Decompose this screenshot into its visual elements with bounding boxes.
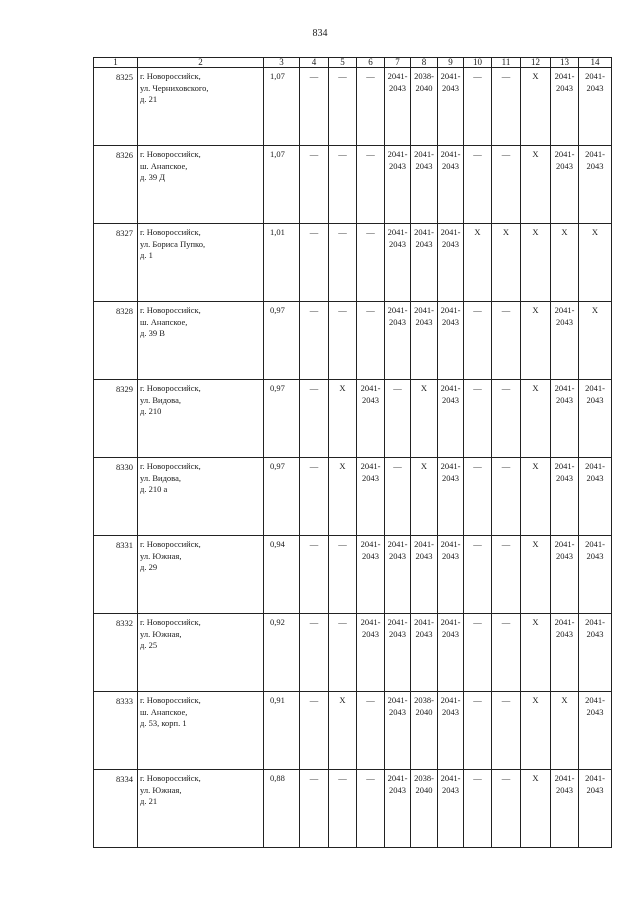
column-header: 3	[264, 58, 300, 68]
year-end: 2043	[442, 472, 459, 483]
work-period-cell	[579, 536, 612, 614]
year-start: 2038-	[414, 773, 434, 783]
address-cell	[138, 458, 264, 536]
work-period-cell: —	[329, 770, 357, 848]
record-number: 8331	[94, 536, 138, 614]
address-cell	[138, 380, 264, 458]
table-row	[94, 380, 612, 458]
address-line: г. Новороссийск,	[140, 383, 201, 393]
work-period-cell: —	[492, 692, 521, 770]
work-period-cell: —	[464, 614, 492, 692]
address-cell	[138, 224, 264, 302]
year-start: 2041-	[387, 227, 408, 237]
work-period-cell: —	[357, 692, 385, 770]
table-row	[94, 68, 612, 146]
address-line: д. 53, корп. 1	[140, 718, 187, 728]
year-start: 2041-	[360, 617, 381, 627]
work-period-cell: X	[521, 146, 551, 224]
year-start: 2041-	[554, 149, 575, 159]
work-period-cell	[385, 692, 411, 770]
work-period-cell	[411, 692, 438, 770]
work-period-cell	[551, 614, 579, 692]
work-period-cell	[551, 302, 579, 380]
work-period-cell: —	[492, 68, 521, 146]
area-value: 0,97	[264, 302, 300, 380]
work-period-cell: —	[300, 614, 329, 692]
column-header: 7	[385, 58, 411, 68]
work-period-cell: —	[300, 146, 329, 224]
year-end: 2043	[556, 316, 573, 327]
year-start: 2041-	[414, 227, 434, 237]
year-end: 2043	[442, 316, 459, 327]
work-period-cell: X	[521, 380, 551, 458]
work-period-cell	[551, 146, 579, 224]
address-cell	[138, 770, 264, 848]
address-line: д. 210 а	[140, 484, 168, 494]
work-period-cell: —	[300, 224, 329, 302]
address-line: г. Новороссийск,	[140, 71, 201, 81]
work-period-cell	[438, 614, 464, 692]
year-start: 2041-	[554, 71, 575, 81]
address-cell	[138, 614, 264, 692]
address-line: г. Новороссийск,	[140, 773, 201, 783]
record-number: 8326	[94, 146, 138, 224]
year-start: 2041-	[387, 695, 408, 705]
work-period-cell: —	[300, 458, 329, 536]
record-number: 8328	[94, 302, 138, 380]
work-period-cell: X	[329, 380, 357, 458]
column-header: 8	[411, 58, 438, 68]
address-line: д. 25	[140, 640, 158, 650]
year-end: 2043	[389, 160, 406, 171]
work-period-cell: —	[357, 770, 385, 848]
work-period-cell: —	[329, 224, 357, 302]
year-end: 2043	[442, 550, 459, 561]
work-period-cell: —	[329, 68, 357, 146]
work-period-cell: X	[521, 692, 551, 770]
year-end: 2043	[586, 628, 604, 639]
work-period-cell: —	[464, 458, 492, 536]
year-end: 2043	[556, 628, 573, 639]
work-period-cell: —	[464, 68, 492, 146]
year-end: 2043	[442, 160, 459, 171]
year-end: 2043	[362, 472, 379, 483]
work-period-cell	[438, 68, 464, 146]
work-period-cell	[551, 536, 579, 614]
work-period-cell	[385, 68, 411, 146]
year-end: 2043	[586, 550, 604, 561]
column-header: 13	[551, 58, 579, 68]
work-period-cell: X	[551, 224, 579, 302]
work-period-cell	[579, 614, 612, 692]
work-period-cell	[438, 380, 464, 458]
year-end: 2043	[389, 550, 406, 561]
year-end: 2043	[415, 160, 433, 171]
year-end: 2043	[442, 784, 459, 795]
year-end: 2040	[415, 706, 433, 717]
work-period-cell	[438, 770, 464, 848]
year-end: 2043	[362, 394, 379, 405]
record-number: 8325	[94, 68, 138, 146]
address-line: д. 39 Д	[140, 172, 165, 182]
work-period-cell	[357, 458, 385, 536]
table-row	[94, 302, 612, 380]
column-header: 6	[357, 58, 385, 68]
year-end: 2043	[362, 550, 379, 561]
work-period-cell	[385, 614, 411, 692]
work-period-cell	[411, 302, 438, 380]
work-period-cell: —	[492, 614, 521, 692]
work-period-cell	[579, 68, 612, 146]
address-line: ш. Анапское,	[140, 706, 188, 717]
address-cell	[138, 68, 264, 146]
year-end: 2043	[556, 784, 573, 795]
year-start: 2041-	[387, 305, 408, 315]
address-line: д. 1	[140, 250, 153, 260]
column-header: 5	[329, 58, 357, 68]
year-end: 2043	[586, 472, 604, 483]
work-period-cell	[385, 536, 411, 614]
year-end: 2043	[586, 394, 604, 405]
year-start: 2041-	[414, 149, 434, 159]
year-start: 2041-	[554, 383, 575, 393]
work-period-cell	[579, 380, 612, 458]
year-start: 2041-	[440, 71, 461, 81]
column-header: 1	[94, 58, 138, 68]
work-period-cell	[438, 692, 464, 770]
year-start: 2041-	[414, 539, 434, 549]
work-period-cell: —	[464, 380, 492, 458]
year-end: 2043	[586, 160, 604, 171]
year-end: 2043	[389, 628, 406, 639]
work-period-cell	[411, 146, 438, 224]
area-value: 1,01	[264, 224, 300, 302]
year-end: 2043	[389, 784, 406, 795]
address-cell	[138, 692, 264, 770]
year-end: 2043	[442, 238, 459, 249]
work-period-cell: —	[300, 68, 329, 146]
year-start: 2041-	[440, 383, 461, 393]
work-period-cell: X	[329, 692, 357, 770]
work-period-cell: —	[300, 770, 329, 848]
year-start: 2041-	[554, 617, 575, 627]
year-start: 2041-	[585, 773, 605, 783]
address-line: д. 21	[140, 796, 158, 806]
work-period-cell: —	[300, 380, 329, 458]
work-period-cell: —	[385, 458, 411, 536]
year-end: 2040	[415, 784, 433, 795]
work-period-cell: —	[464, 302, 492, 380]
column-header: 9	[438, 58, 464, 68]
housing-register-table	[93, 57, 612, 848]
work-period-cell: X	[411, 380, 438, 458]
year-start: 2041-	[387, 773, 408, 783]
work-period-cell: —	[357, 146, 385, 224]
work-period-cell: —	[492, 146, 521, 224]
year-start: 2041-	[440, 149, 461, 159]
address-line: д. 210	[140, 406, 162, 416]
year-start: 2038-	[414, 695, 434, 705]
work-period-cell: X	[329, 458, 357, 536]
record-number: 8327	[94, 224, 138, 302]
work-period-cell	[385, 224, 411, 302]
year-end: 2043	[442, 628, 459, 639]
work-period-cell	[551, 458, 579, 536]
year-start: 2041-	[585, 539, 605, 549]
year-start: 2041-	[414, 617, 434, 627]
record-number: 8334	[94, 770, 138, 848]
year-end: 2043	[362, 628, 379, 639]
address-line: ул. Видова,	[140, 394, 181, 405]
address-line: ул. Южная,	[140, 550, 182, 561]
address-line: г. Новороссийск,	[140, 227, 201, 237]
year-end: 2043	[556, 394, 573, 405]
area-value: 0,94	[264, 536, 300, 614]
year-start: 2041-	[387, 149, 408, 159]
year-end: 2043	[389, 706, 406, 717]
work-period-cell: X	[521, 302, 551, 380]
work-period-cell: X	[521, 536, 551, 614]
area-value: 0,91	[264, 692, 300, 770]
work-period-cell	[357, 380, 385, 458]
work-period-cell: X	[579, 224, 612, 302]
work-period-cell	[357, 536, 385, 614]
year-start: 2041-	[554, 539, 575, 549]
year-start: 2041-	[414, 305, 434, 315]
work-period-cell: —	[329, 536, 357, 614]
address-line: ул. Южная,	[140, 784, 182, 795]
work-period-cell: —	[357, 302, 385, 380]
year-start: 2041-	[387, 71, 408, 81]
year-end: 2043	[415, 628, 433, 639]
work-period-cell: —	[357, 224, 385, 302]
year-end: 2043	[389, 238, 406, 249]
year-end: 2043	[442, 82, 459, 93]
year-start: 2041-	[440, 617, 461, 627]
table-row	[94, 458, 612, 536]
year-start: 2041-	[554, 773, 575, 783]
year-start: 2041-	[585, 617, 605, 627]
column-header: 14	[579, 58, 612, 68]
year-start: 2041-	[440, 305, 461, 315]
work-period-cell: —	[300, 536, 329, 614]
table-row	[94, 536, 612, 614]
year-start: 2041-	[440, 695, 461, 705]
year-end: 2043	[556, 82, 573, 93]
table-row	[94, 692, 612, 770]
record-number: 8330	[94, 458, 138, 536]
work-period-cell: —	[492, 380, 521, 458]
year-start: 2041-	[585, 461, 605, 471]
work-period-cell: —	[300, 692, 329, 770]
work-period-cell: X	[521, 224, 551, 302]
area-value: 1,07	[264, 68, 300, 146]
work-period-cell	[579, 458, 612, 536]
address-line: г. Новороссийск,	[140, 539, 201, 549]
area-value: 0,97	[264, 380, 300, 458]
year-end: 2043	[415, 238, 433, 249]
address-line: ул. Черниховского,	[140, 82, 209, 93]
work-period-cell	[411, 770, 438, 848]
address-line: д. 29	[140, 562, 158, 572]
area-value: 0,97	[264, 458, 300, 536]
address-line: ш. Анапское,	[140, 316, 188, 327]
year-start: 2041-	[360, 383, 381, 393]
work-period-cell	[411, 68, 438, 146]
year-end: 2043	[442, 706, 459, 717]
work-period-cell	[438, 146, 464, 224]
year-end: 2043	[556, 160, 573, 171]
address-line: г. Новороссийск,	[140, 695, 201, 705]
work-period-cell	[551, 380, 579, 458]
year-start: 2041-	[360, 539, 381, 549]
area-value: 0,88	[264, 770, 300, 848]
work-period-cell: X	[521, 68, 551, 146]
work-period-cell: X	[521, 458, 551, 536]
column-header: 12	[521, 58, 551, 68]
year-end: 2043	[389, 316, 406, 327]
work-period-cell	[385, 146, 411, 224]
work-period-cell: —	[464, 146, 492, 224]
column-header: 4	[300, 58, 329, 68]
year-start: 2041-	[554, 305, 575, 315]
address-line: г. Новороссийск,	[140, 149, 201, 159]
year-start: 2041-	[585, 383, 605, 393]
work-period-cell	[579, 770, 612, 848]
year-start: 2041-	[360, 461, 381, 471]
work-period-cell: X	[551, 692, 579, 770]
work-period-cell: X	[579, 302, 612, 380]
address-line: д. 39 В	[140, 328, 165, 338]
work-period-cell: —	[492, 536, 521, 614]
work-period-cell: —	[464, 536, 492, 614]
work-period-cell	[385, 770, 411, 848]
table-row	[94, 224, 612, 302]
work-period-cell: —	[329, 302, 357, 380]
year-start: 2041-	[585, 149, 605, 159]
year-start: 2041-	[585, 695, 605, 705]
table-row	[94, 614, 612, 692]
work-period-cell	[357, 614, 385, 692]
column-header: 11	[492, 58, 521, 68]
work-period-cell: —	[492, 770, 521, 848]
column-number-row	[94, 58, 612, 68]
address-line: г. Новороссийск,	[140, 305, 201, 315]
year-start: 2041-	[440, 461, 461, 471]
work-period-cell	[579, 692, 612, 770]
address-cell	[138, 536, 264, 614]
record-number: 8329	[94, 380, 138, 458]
work-period-cell: X	[521, 770, 551, 848]
page-number: 834	[312, 28, 328, 39]
address-line: д. 21	[140, 94, 158, 104]
year-end: 2043	[442, 394, 459, 405]
column-header: 2	[138, 58, 264, 68]
address-cell	[138, 146, 264, 224]
table-row	[94, 770, 612, 848]
work-period-cell: —	[464, 692, 492, 770]
work-period-cell: —	[492, 458, 521, 536]
work-period-cell: —	[300, 302, 329, 380]
work-period-cell: —	[385, 380, 411, 458]
work-period-cell: —	[329, 146, 357, 224]
year-start: 2041-	[387, 617, 408, 627]
work-period-cell	[411, 536, 438, 614]
work-period-cell: —	[464, 770, 492, 848]
work-period-cell	[438, 224, 464, 302]
work-period-cell: X	[521, 614, 551, 692]
work-period-cell	[438, 302, 464, 380]
year-start: 2041-	[440, 227, 461, 237]
address-cell	[138, 302, 264, 380]
year-end: 2043	[586, 706, 604, 717]
work-period-cell	[579, 146, 612, 224]
work-period-cell	[438, 536, 464, 614]
record-number: 8332	[94, 614, 138, 692]
work-period-cell: —	[492, 302, 521, 380]
year-end: 2040	[415, 82, 433, 93]
area-value: 0,92	[264, 614, 300, 692]
year-end: 2043	[389, 82, 406, 93]
work-period-cell	[438, 458, 464, 536]
work-period-cell: X	[492, 224, 521, 302]
work-period-cell: X	[411, 458, 438, 536]
column-header: 10	[464, 58, 492, 68]
year-start: 2041-	[387, 539, 408, 549]
address-line: г. Новороссийск,	[140, 617, 201, 627]
address-line: ул. Бориса Пупко,	[140, 238, 206, 249]
year-start: 2041-	[440, 539, 461, 549]
address-line: г. Новороссийск,	[140, 461, 201, 471]
record-number: 8333	[94, 692, 138, 770]
year-end: 2043	[415, 550, 433, 561]
work-period-cell	[411, 614, 438, 692]
work-period-cell	[551, 68, 579, 146]
work-period-cell	[551, 770, 579, 848]
year-start: 2041-	[440, 773, 461, 783]
work-period-cell: —	[357, 68, 385, 146]
work-period-cell: —	[329, 614, 357, 692]
year-start: 2041-	[585, 71, 605, 81]
year-start: 2041-	[554, 461, 575, 471]
year-end: 2043	[586, 784, 604, 795]
year-end: 2043	[556, 550, 573, 561]
address-line: ул. Видова,	[140, 472, 181, 483]
table-row	[94, 146, 612, 224]
address-line: ул. Южная,	[140, 628, 182, 639]
area-value: 1,07	[264, 146, 300, 224]
address-line: ш. Анапское,	[140, 160, 188, 171]
year-end: 2043	[586, 82, 604, 93]
year-start: 2038-	[414, 71, 434, 81]
work-period-cell: X	[464, 224, 492, 302]
year-end: 2043	[415, 316, 433, 327]
work-period-cell	[385, 302, 411, 380]
year-end: 2043	[556, 472, 573, 483]
work-period-cell	[411, 224, 438, 302]
